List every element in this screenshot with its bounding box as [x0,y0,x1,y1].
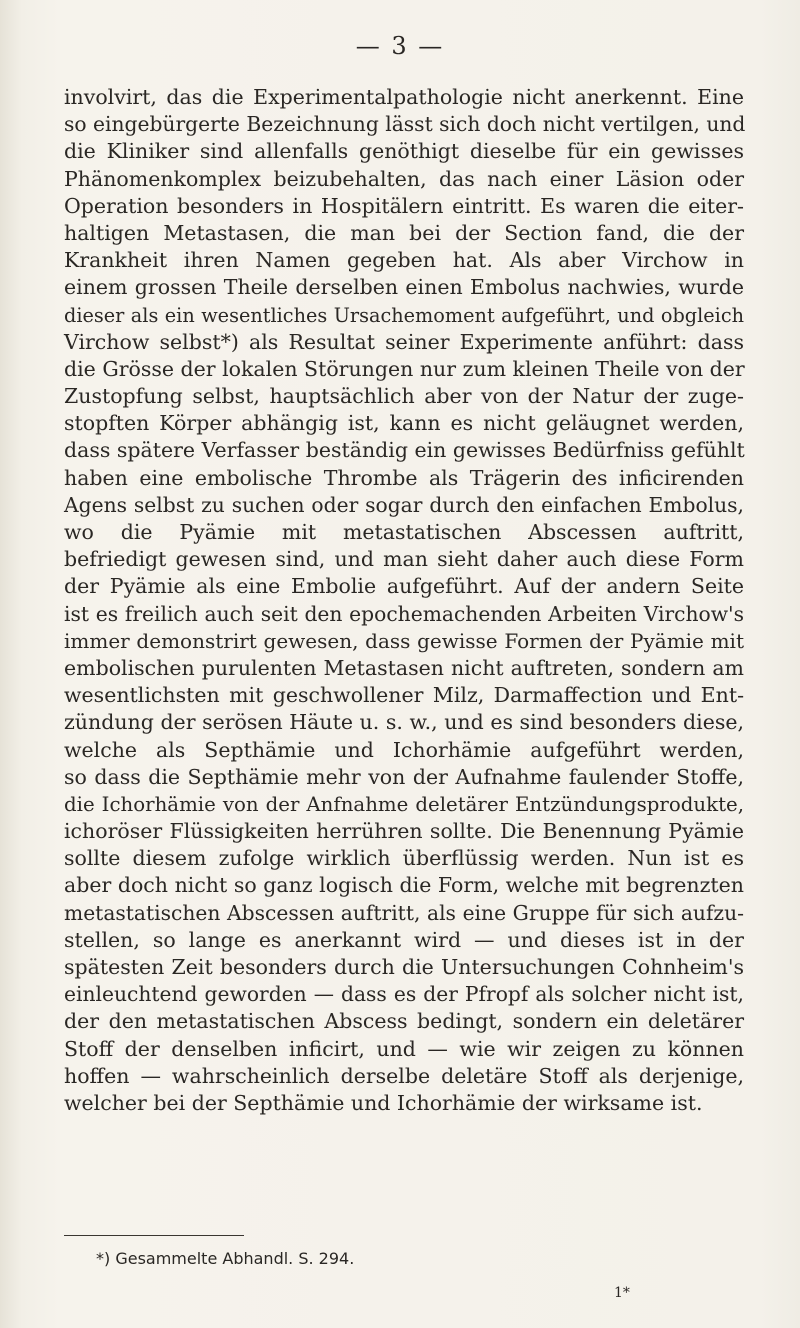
text-line: einem grossen Theile derselben einen Embolus nachwies, wurde [64,275,744,300]
text-line: Agens selbst zu suchen oder sogar durch den einfachen Embolus, [64,492,744,517]
text-line: zündung der serösen Häute u. s. w., und es sind besonders diese, [64,710,744,735]
text-line: wesentlichsten mit geschwollener Milz, Darmaffection und Ent- [64,683,744,708]
text-line: einleuchtend geworden — dass es der Pfropf als solcher nicht ist, [64,982,744,1007]
text-line: Operation besonders in Hospitälern eintritt. Es waren die eiter- [64,193,744,218]
text-line: aber doch nicht so ganz logisch die Form, welche mit begrenzten [64,873,744,898]
text-line: welcher bei der Septhämie und Ichorhämie der wirksame ist. [64,1090,703,1115]
text-line: ist es freilich auch seit den epochemachenden Arbeiten Virchow's [64,601,744,626]
text-line: Phänomenkomplex beizubehalten, das nach einer Läsion oder [64,166,744,191]
text-line: Krankheit ihren Namen gegeben hat. Als aber Virchow in [64,248,744,273]
text-line: sollte diesem zufolge wirklich überflüssig werden. Nun ist es [64,846,744,871]
text-line: die Grösse der lokalen Störungen nur zum kleinen Theile von der [64,356,745,381]
footnote-divider [64,1235,244,1236]
text-line: welche als Septhämie und Ichorhämie aufgeführt werden, [64,737,744,762]
text-line: befriedigt gewesen sind, und man sieht daher auch diese Form [64,547,744,572]
text-line: haltigen Metastasen, die man bei der Section fand, die der [64,220,744,245]
text-line: Stoff der denselben inficirt, und — wie wir zeigen zu können [64,1036,744,1061]
text-line: involvirt, das die Experimentalpathologie nicht anerkennt. Eine [64,85,744,109]
text-line: der Pyämie als eine Embolie aufgeführt. Auf der andern Seite [64,574,744,599]
text-line: die Ichorhämie von der Anfnahme deletärer Entzündungsprodukte, [64,792,744,816]
text-line: der den metastatischen Abscess bedingt, sondern ein deletärer [64,1009,744,1034]
text-line: spätesten Zeit besonders durch die Untersuchungen Cohnheim's [64,955,744,979]
text-line: so dass die Septhämie mehr von der Aufnahme faulender Stoffe, [64,764,744,789]
text-line: immer demonstrirt gewesen, dass gewisse Formen der Pyämie mit [64,628,744,653]
page-number: — 3 — [355,32,445,60]
text-line: dieser als ein wesentliches Ursachemoment aufgeführt, und obgleich [64,303,744,327]
text-line: embolischen purulenten Metastasen nicht auftreten, sondern am [64,655,744,680]
text-line: ichoröser Flüssigkeiten herrühren sollte. Die Benennung Pyämie [64,819,744,844]
text-line: haben eine embolische Thrombe als Trägerin des inficirenden [64,465,744,490]
text-line: so eingebürgerte Bezeichnung lässt sich doch nicht vertilgen, und [64,112,746,137]
text-line: Virchow selbst*) als Resultat seiner Experimente anführt: dass [64,329,744,354]
footnote: *) Gesammelte Abhandl. S. 294. [96,1249,355,1268]
text-line: hoffen — wahrscheinlich derselbe deletäre Stoff als derjenige, [64,1063,744,1088]
body-text [64,84,744,1117]
text-line: wo die Pyämie mit metastatischen Abscessen auftritt, [64,520,744,544]
text-line: metastatischen Abscessen auftritt, als eine Gruppe für sich aufzu- [64,900,744,925]
text-line: Zustopfung selbst, hauptsächlich aber von der Natur der zuge- [64,384,744,409]
text-line: stopften Körper abhängig ist, kann es nicht geläugnet werden, [64,411,744,436]
signature-mark: 1* [614,1285,630,1301]
text-line: die Kliniker sind allenfalls genöthigt dieselbe für ein gewisses [64,139,744,164]
text-line: dass spätere Verfasser beständig ein gewisses Bedürfniss gefühlt [64,438,745,463]
text-line: stellen, so lange es anerkannt wird — und dieses ist in der [64,927,744,952]
